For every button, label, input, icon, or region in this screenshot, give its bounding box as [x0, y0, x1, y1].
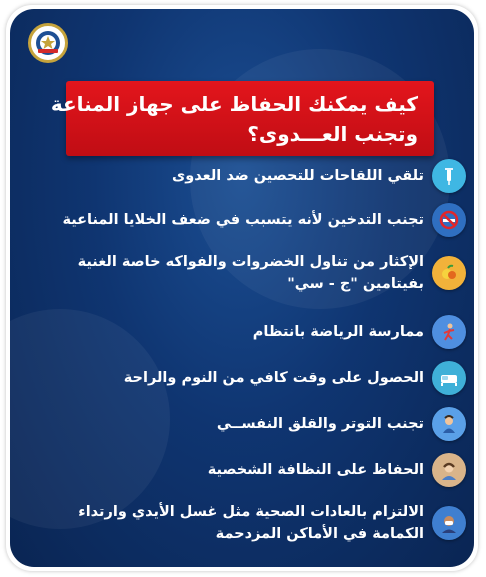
tip-text-line: تلقي اللقاحات للتحصين ضد العدوى [172, 168, 424, 184]
fruits-icon [432, 256, 466, 290]
tip-text-line: الكمامة في الأماكن المزدحمة [215, 526, 424, 542]
tip-text [62, 209, 424, 231]
ministry-logo [28, 23, 68, 63]
tip-item [10, 159, 474, 193]
tip-item [10, 501, 474, 545]
title-banner [50, 81, 434, 156]
tip-text-line: تجنب التوتر والقلق النفســي [216, 416, 424, 432]
tip-text-line: الحصول على وقت كافي من النوم والراحة [123, 370, 424, 386]
tip-text [172, 165, 424, 187]
hygiene-icon [432, 453, 466, 487]
tip-text [78, 251, 424, 295]
tip-item [10, 203, 474, 237]
sleep-icon [432, 361, 466, 395]
tip-text-line: الالتزام بالعادات الصحية مثل غسل الأيدي وارتداء [78, 504, 424, 520]
exercise-icon [432, 315, 466, 349]
tip-text [253, 321, 424, 343]
stress-icon [432, 407, 466, 441]
tip-text-line: ممارسة الرياضة بانتظام [252, 324, 424, 340]
tip-item [10, 407, 474, 441]
tip-item [10, 453, 474, 487]
tip-text [124, 367, 424, 389]
tip-text-line: الإكثار من تناول الخضروات والفواكه خاصة الغنية [77, 254, 424, 270]
poster-frame [6, 5, 478, 571]
infographic-poster [10, 9, 474, 567]
mask-icon [432, 506, 466, 540]
title-line-2: وتجنب العـــدوى؟ [247, 121, 418, 146]
emblem-icon [34, 29, 62, 57]
vaccine-icon [432, 159, 466, 193]
title-line-1: كيف يمكنك الحفاظ على جهاز المناعة [50, 91, 418, 116]
tip-item [10, 315, 474, 349]
tip-item [10, 361, 474, 395]
tip-text [217, 413, 424, 435]
no-smoking-icon [432, 203, 466, 237]
tip-text-line: الحفاظ على النظافة الشخصية [207, 462, 424, 478]
tip-text [208, 459, 424, 481]
tip-text-line: تجنب التدخين لأنه يتسبب في ضعف الخلايا المناعية [62, 212, 424, 228]
tip-text [78, 501, 424, 545]
tip-text-line: بفيتامين "ج - سي" [287, 276, 424, 292]
tip-item [10, 251, 474, 295]
